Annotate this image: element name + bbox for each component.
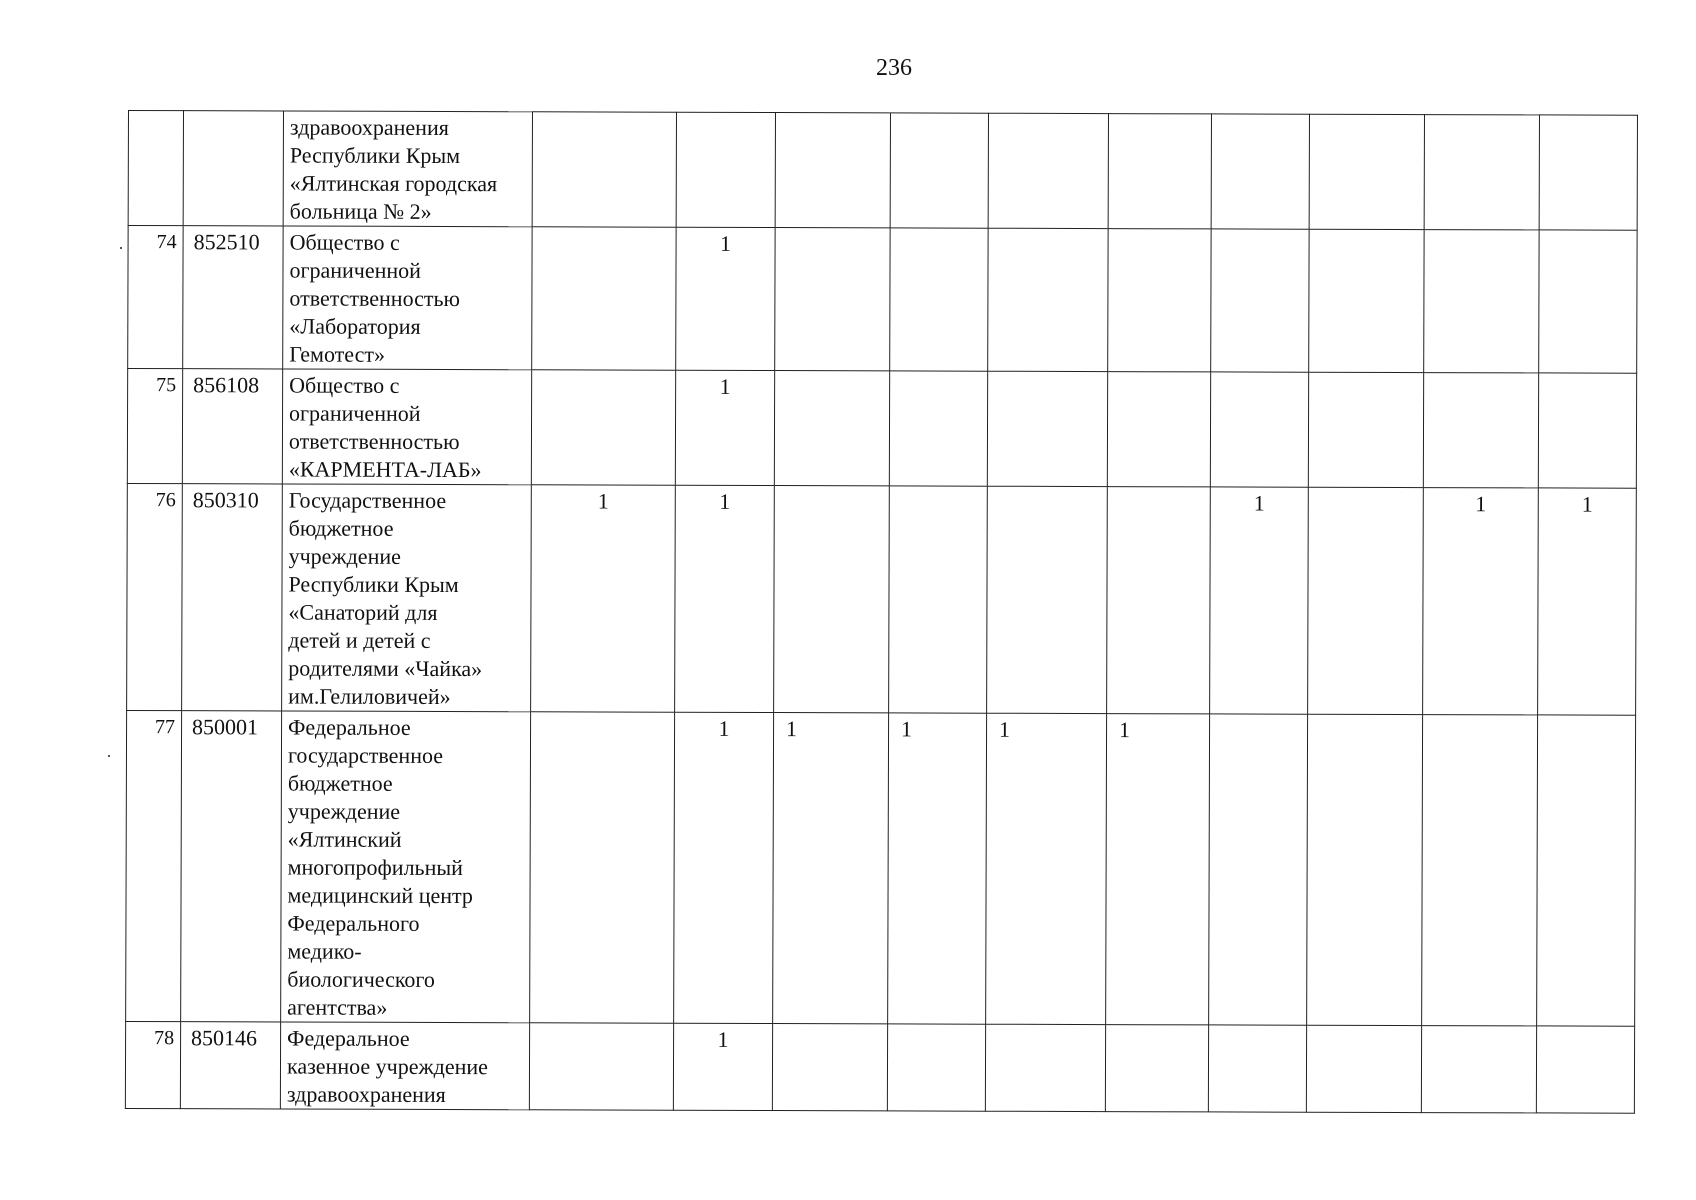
- value-cell: [775, 228, 890, 371]
- page-number: 236: [876, 55, 912, 81]
- value-cell: [1423, 373, 1538, 488]
- value-cell: [1209, 714, 1308, 1025]
- org-code: 850001: [181, 711, 282, 1022]
- value-cell: [1422, 715, 1538, 1026]
- org-name-line: ограниченной: [289, 400, 421, 426]
- org-name-line: здравоохранения: [289, 114, 449, 141]
- value-cell: [775, 113, 890, 228]
- value-cell: [889, 486, 988, 713]
- org-name-line: медицинский центр: [287, 882, 473, 909]
- value-cell: [1537, 715, 1636, 1026]
- org-name-line: «Лаборатория: [289, 313, 421, 339]
- scan-speck: [120, 247, 122, 249]
- value-cell: [529, 1023, 673, 1110]
- org-name-line: казенное учреждение: [286, 1053, 489, 1080]
- row-number: 78: [125, 1021, 180, 1108]
- table-row: [126, 710, 1636, 1026]
- org-name-line: Федерального: [287, 910, 420, 936]
- value-cell: [1108, 229, 1211, 372]
- value-cell: [1536, 1026, 1634, 1113]
- row-number: 76: [127, 483, 183, 710]
- value-cell: [1309, 114, 1424, 229]
- org-name: [283, 111, 532, 227]
- value-cell: [985, 1024, 1105, 1111]
- org-name-line: им.Гелиловичей»: [288, 683, 451, 710]
- org-name-line: биологического: [287, 966, 435, 992]
- org-name-line: родителями «Чайка»: [288, 655, 483, 682]
- org-name-line: многопрофильный: [287, 854, 463, 881]
- value-cell: [889, 371, 987, 486]
- value-cell: 1: [773, 713, 889, 1024]
- value-cell: 1: [1106, 714, 1210, 1025]
- org-name-line: Федеральное: [288, 714, 411, 740]
- value-cell: [1306, 1025, 1421, 1112]
- org-code: 852510: [183, 226, 283, 369]
- value-cell: [676, 112, 775, 227]
- org-name: [280, 1022, 529, 1110]
- org-name-line: Общество с: [289, 372, 400, 398]
- org-name-line: государственное: [287, 742, 444, 768]
- org-name-line: учреждение: [287, 798, 401, 824]
- row-number: 75: [127, 369, 182, 484]
- value-cell: [1105, 1025, 1208, 1112]
- org-name-line: Федеральное: [287, 1025, 410, 1051]
- value-cell: [532, 227, 676, 370]
- value-cell: [1211, 114, 1309, 229]
- value-cell: 1: [1210, 487, 1309, 714]
- org-name-line: «КАРМЕНТА-ЛАБ»: [288, 456, 482, 483]
- org-name-line: больница № 2»: [289, 198, 432, 224]
- value-cell: [531, 370, 675, 485]
- org-name-line: медико-: [287, 938, 362, 964]
- value-cell: [530, 712, 675, 1023]
- table-row: [128, 226, 1637, 374]
- value-cell: 1: [675, 370, 774, 485]
- value-cell: [1307, 714, 1423, 1025]
- org-name: [282, 484, 532, 712]
- row-number: 74: [128, 226, 183, 369]
- value-cell: [1208, 1025, 1306, 1112]
- org-name: [281, 711, 531, 1023]
- value-cell: 1: [676, 227, 775, 370]
- org-code: [183, 111, 283, 226]
- scan-speck: [108, 755, 110, 757]
- value-cell: 1: [888, 713, 987, 1024]
- org-name-line: ответственностью: [289, 285, 461, 312]
- org-name: [282, 369, 531, 485]
- value-cell: [1211, 229, 1309, 372]
- value-cell: [774, 486, 890, 713]
- org-name-line: «Ялтинский: [287, 826, 402, 852]
- value-cell: [1107, 372, 1210, 487]
- value-cell: [987, 486, 1108, 713]
- org-name-line: ограниченной: [289, 257, 422, 283]
- table-row: [128, 111, 1637, 231]
- org-name-line: Гемотест»: [289, 341, 386, 367]
- org-name-line: здравоохранения: [286, 1081, 446, 1108]
- value-cell: [988, 228, 1108, 371]
- value-cell: [772, 1024, 887, 1111]
- value-cell: [1308, 487, 1424, 714]
- value-cell: [1538, 373, 1636, 488]
- value-cell: [890, 228, 988, 371]
- table-row: [125, 1021, 1634, 1113]
- org-code: 850146: [180, 1022, 280, 1109]
- org-name-line: агентства»: [287, 994, 388, 1020]
- org-code: 856108: [182, 369, 282, 484]
- value-cell: 1: [531, 485, 676, 712]
- value-cell: 1: [986, 713, 1107, 1024]
- value-cell: [1108, 114, 1211, 229]
- value-cell: [1309, 229, 1424, 372]
- value-cell: [532, 112, 676, 227]
- value-cell: [887, 1024, 985, 1111]
- row-number: [128, 111, 183, 226]
- document-table: [125, 110, 1638, 1114]
- value-cell: [1210, 372, 1308, 487]
- value-cell: 1: [673, 1023, 772, 1110]
- table-body: [125, 111, 1637, 1114]
- value-cell: [890, 113, 988, 228]
- org-name-line: бюджетное: [287, 770, 393, 796]
- org-name-line: Республики Крым: [289, 142, 461, 169]
- org-name-line: «Санаторий для: [288, 599, 438, 625]
- value-cell: 1: [1538, 488, 1637, 715]
- org-name-line: «Ялтинская городская: [289, 170, 498, 197]
- value-cell: 1: [1423, 488, 1539, 715]
- value-cell: [1107, 487, 1211, 714]
- org-name-line: учреждение: [288, 543, 401, 569]
- org-name-line: бюджетное: [288, 515, 394, 541]
- table-row: [127, 369, 1636, 489]
- value-cell: [1424, 230, 1539, 373]
- org-name-line: Общество с: [289, 229, 400, 255]
- org-name-line: детей и детей с: [288, 627, 431, 653]
- org-name: [283, 226, 532, 370]
- table-row: [127, 483, 1637, 715]
- value-cell: [774, 371, 889, 486]
- row-number: 77: [126, 710, 182, 1021]
- org-name-line: ответственностью: [288, 428, 460, 455]
- value-cell: [988, 113, 1108, 228]
- value-cell: [987, 371, 1107, 486]
- org-code: 850310: [182, 484, 283, 711]
- value-cell: [1539, 115, 1637, 230]
- value-cell: 1: [674, 712, 774, 1023]
- org-name-line: Республики Крым: [288, 571, 459, 598]
- org-name-line: Государственное: [288, 487, 447, 514]
- value-cell: 1: [675, 485, 775, 712]
- value-cell: [1421, 1026, 1536, 1113]
- value-cell: [1308, 372, 1423, 487]
- value-cell: [1539, 230, 1637, 373]
- value-cell: [1424, 115, 1539, 230]
